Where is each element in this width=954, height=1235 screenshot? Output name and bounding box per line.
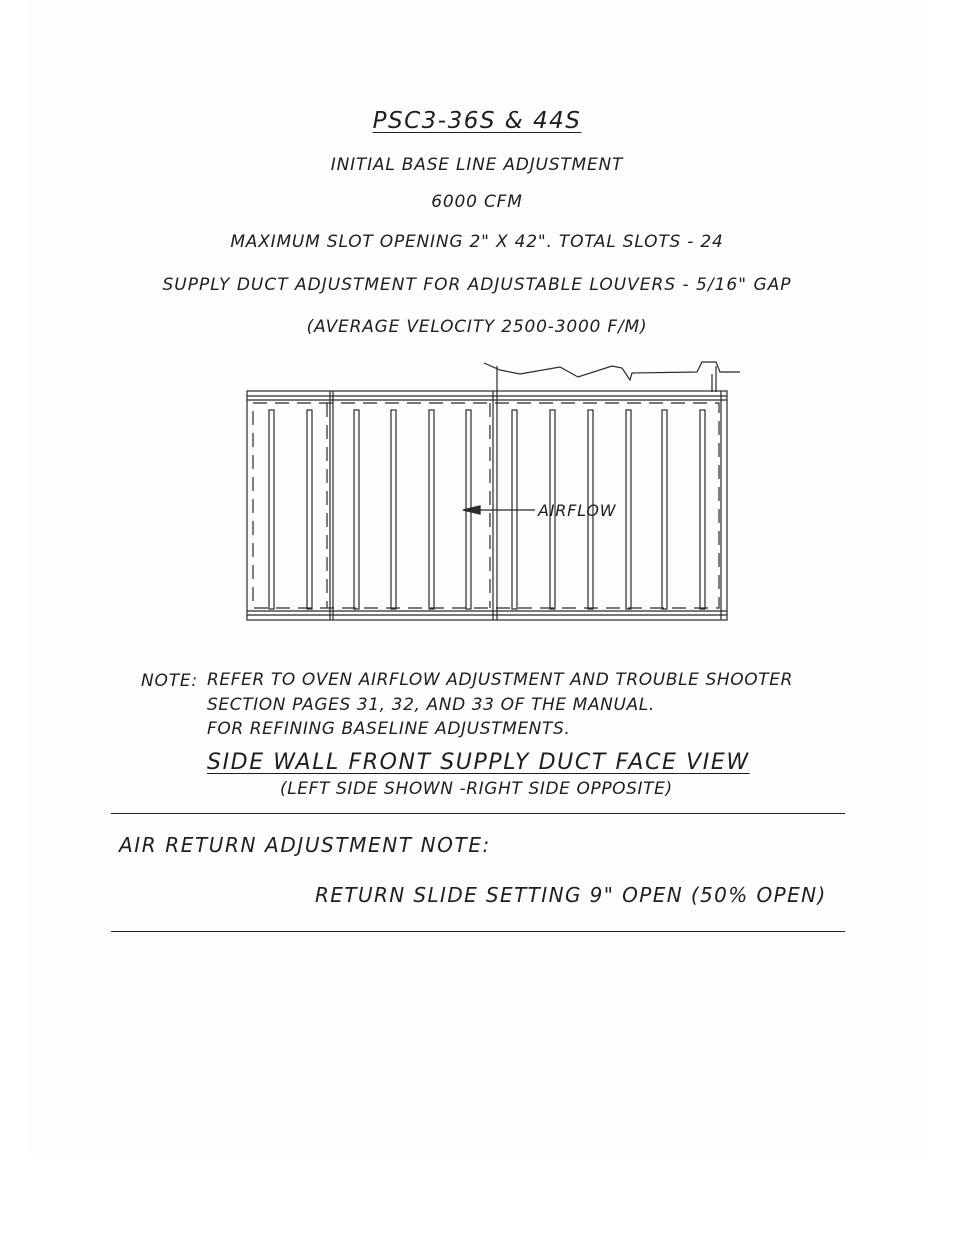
velocity-text: (AVERAGE VELOCITY 2500-3000 F/M)	[306, 317, 648, 337]
supply-adjust-text: SUPPLY DUCT ADJUSTMENT FOR ADJUSTABLE LOUVERS - 5/16" GAP	[162, 275, 792, 295]
duct-inner-dashed	[253, 403, 719, 608]
note-line-3: FOR REFINING BASELINE ADJUSTMENTS.	[207, 719, 571, 739]
doc-title: PSC3-36S & 44S	[372, 108, 582, 134]
note-line-1: REFER TO OVEN AIRFLOW ADJUSTMENT AND TROUBLE SHOOTER	[207, 670, 793, 690]
divider-bottom	[111, 931, 845, 932]
slot-spec: MAXIMUM SLOT OPENING 2" X 42". TOTAL SLOTS - 24	[230, 232, 724, 252]
duct-frame-outer	[247, 391, 727, 620]
louver-slot	[307, 410, 312, 609]
duct-top-profile	[484, 362, 740, 380]
louver-slot	[269, 410, 274, 609]
louver-slot	[626, 410, 631, 609]
view-title: SIDE WALL FRONT SUPPLY DUCT FACE VIEW	[207, 750, 750, 775]
louver-slot	[662, 410, 667, 609]
note-line-2: SECTION PAGES 31, 32, AND 33 OF THE MANUAL.	[207, 695, 655, 715]
air-return-heading: AIR RETURN ADJUSTMENT NOTE:	[119, 833, 491, 857]
return-slide-setting: RETURN SLIDE SETTING 9" OPEN (50% OPEN)	[315, 883, 827, 907]
view-caption: (LEFT SIDE SHOWN -RIGHT SIDE OPPOSITE)	[280, 779, 673, 799]
doc-subtitle: INITIAL BASE LINE ADJUSTMENT	[330, 155, 624, 175]
airflow-label: AIRFLOW	[538, 501, 617, 520]
divider-top	[111, 813, 845, 814]
cfm-value: 6000 CFM	[431, 192, 523, 212]
louver-slot	[391, 410, 396, 609]
louver-slot	[354, 410, 359, 609]
louver-slot	[429, 410, 434, 609]
note-label: NOTE:	[141, 671, 198, 691]
louver-slot	[700, 410, 705, 609]
